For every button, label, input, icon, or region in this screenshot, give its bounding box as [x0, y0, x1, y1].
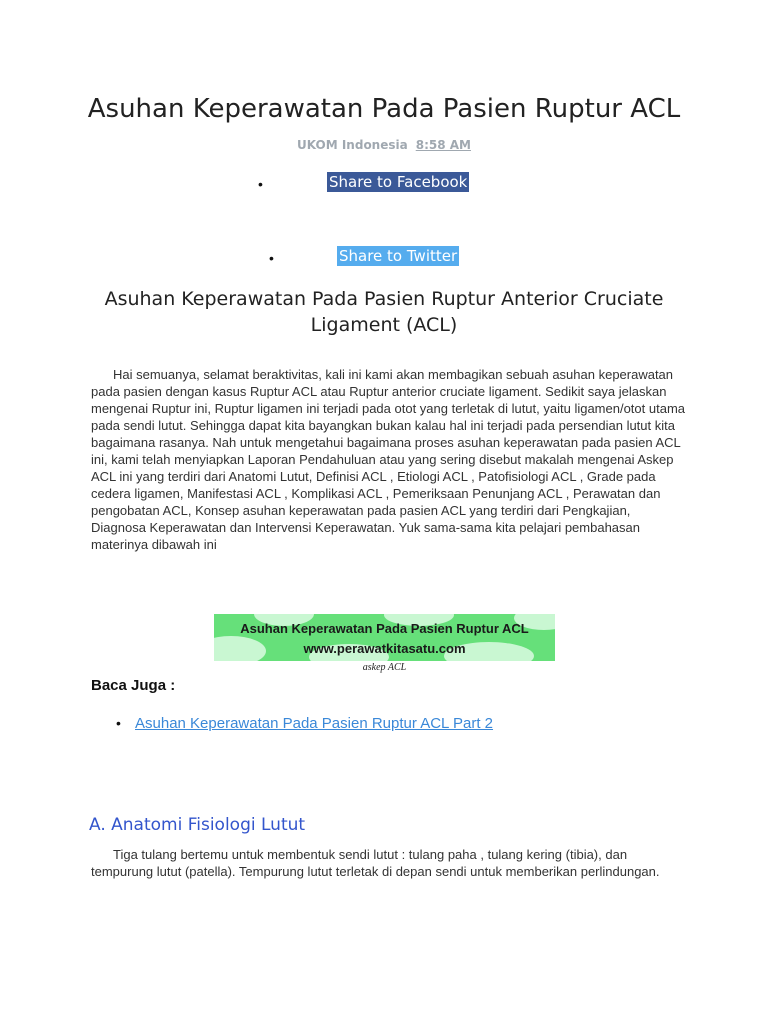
related-article-link[interactable]: Asuhan Keperawatan Pada Pasien Ruptur ACL Part 2	[135, 715, 494, 732]
page-title: Asuhan Keperawatan Pada Pasien Ruptur ACL	[87, 94, 681, 124]
list-bullet: •	[269, 250, 274, 266]
list-bullet: •	[116, 715, 121, 731]
article-banner-image	[214, 614, 555, 661]
byline	[0, 138, 768, 152]
related-heading: Baca Juga :	[91, 677, 176, 694]
share-facebook-button[interactable]: Share to Facebook	[329, 173, 468, 191]
anatomi-paragraph: Tiga tulang bertemu untuk membentuk sendi lutut : tulang paha , tulang kering (tibia), dan tempurung lutut (patella). Tempurung lutut terletak di depan sendi untuk memberikan perlindungan.	[91, 847, 660, 879]
section-heading-anatomi: A. Anatomi Fisiologi Lutut	[89, 815, 306, 835]
list-bullet: •	[258, 176, 263, 192]
banner-title: Asuhan Keperawatan Pada Pasien Ruptur ACL	[240, 621, 529, 636]
banner-url: www.perawatkitasatu.com	[303, 641, 466, 656]
post-time-link[interactable]: 8:58 AM	[415, 138, 471, 152]
share-twitter-button[interactable]: Share to Twitter	[339, 247, 458, 265]
author-name[interactable]: UKOM Indonesia	[297, 138, 408, 152]
article-subtitle: Asuhan Keperawatan Pada Pasien Ruptur Anterior Cruciate Ligament (ACL)	[104, 288, 664, 336]
image-caption: askep ACL	[362, 662, 407, 673]
intro-paragraph: Hai semuanya, selamat beraktivitas, kali ini kami akan membagikan sebuah asuhan keperawatan pada pasien dengan kasus Ruptur ACL atau Ruptur anterior cruciate ligament. Sedikit saya jelaskan mengenai Ruptur ini, Ruptur ligamen ini terjadi pada otot yang terletak di lutut, yaitu ligamen/otot utama pada sendi lutut. Sehingga dapat kita bayangkan bukan kalau hal ini terjadi pada persendian lutut kita bagaimana rasanya. Nah untuk mengetahui bagaimana proses asuhan keperawatan pada pasien ACL ini, kami telah menyiapkan Laporan Pendahuluan atau yang sering disebut makalah mengenai Askep ACL ini yang terdiri dari Anatomi Lutut, Definisi ACL , Etiologi ACL , Patofisiologi ACL , Grade pada cedera ligamen, Manifestasi ACL , Komplikasi ACL , Pemeriksaan Penunjang ACL , Perawatan dan pengobatan ACL, Konsep asuhan keperawatan pada pasien ACL yang terdiri dari Pengkajian, Diagnosa Keperawatan dan Intervensi Keperawatan. Yuk sama-sama kita pelajari pembahasan materinya dibawah ini	[91, 367, 686, 552]
